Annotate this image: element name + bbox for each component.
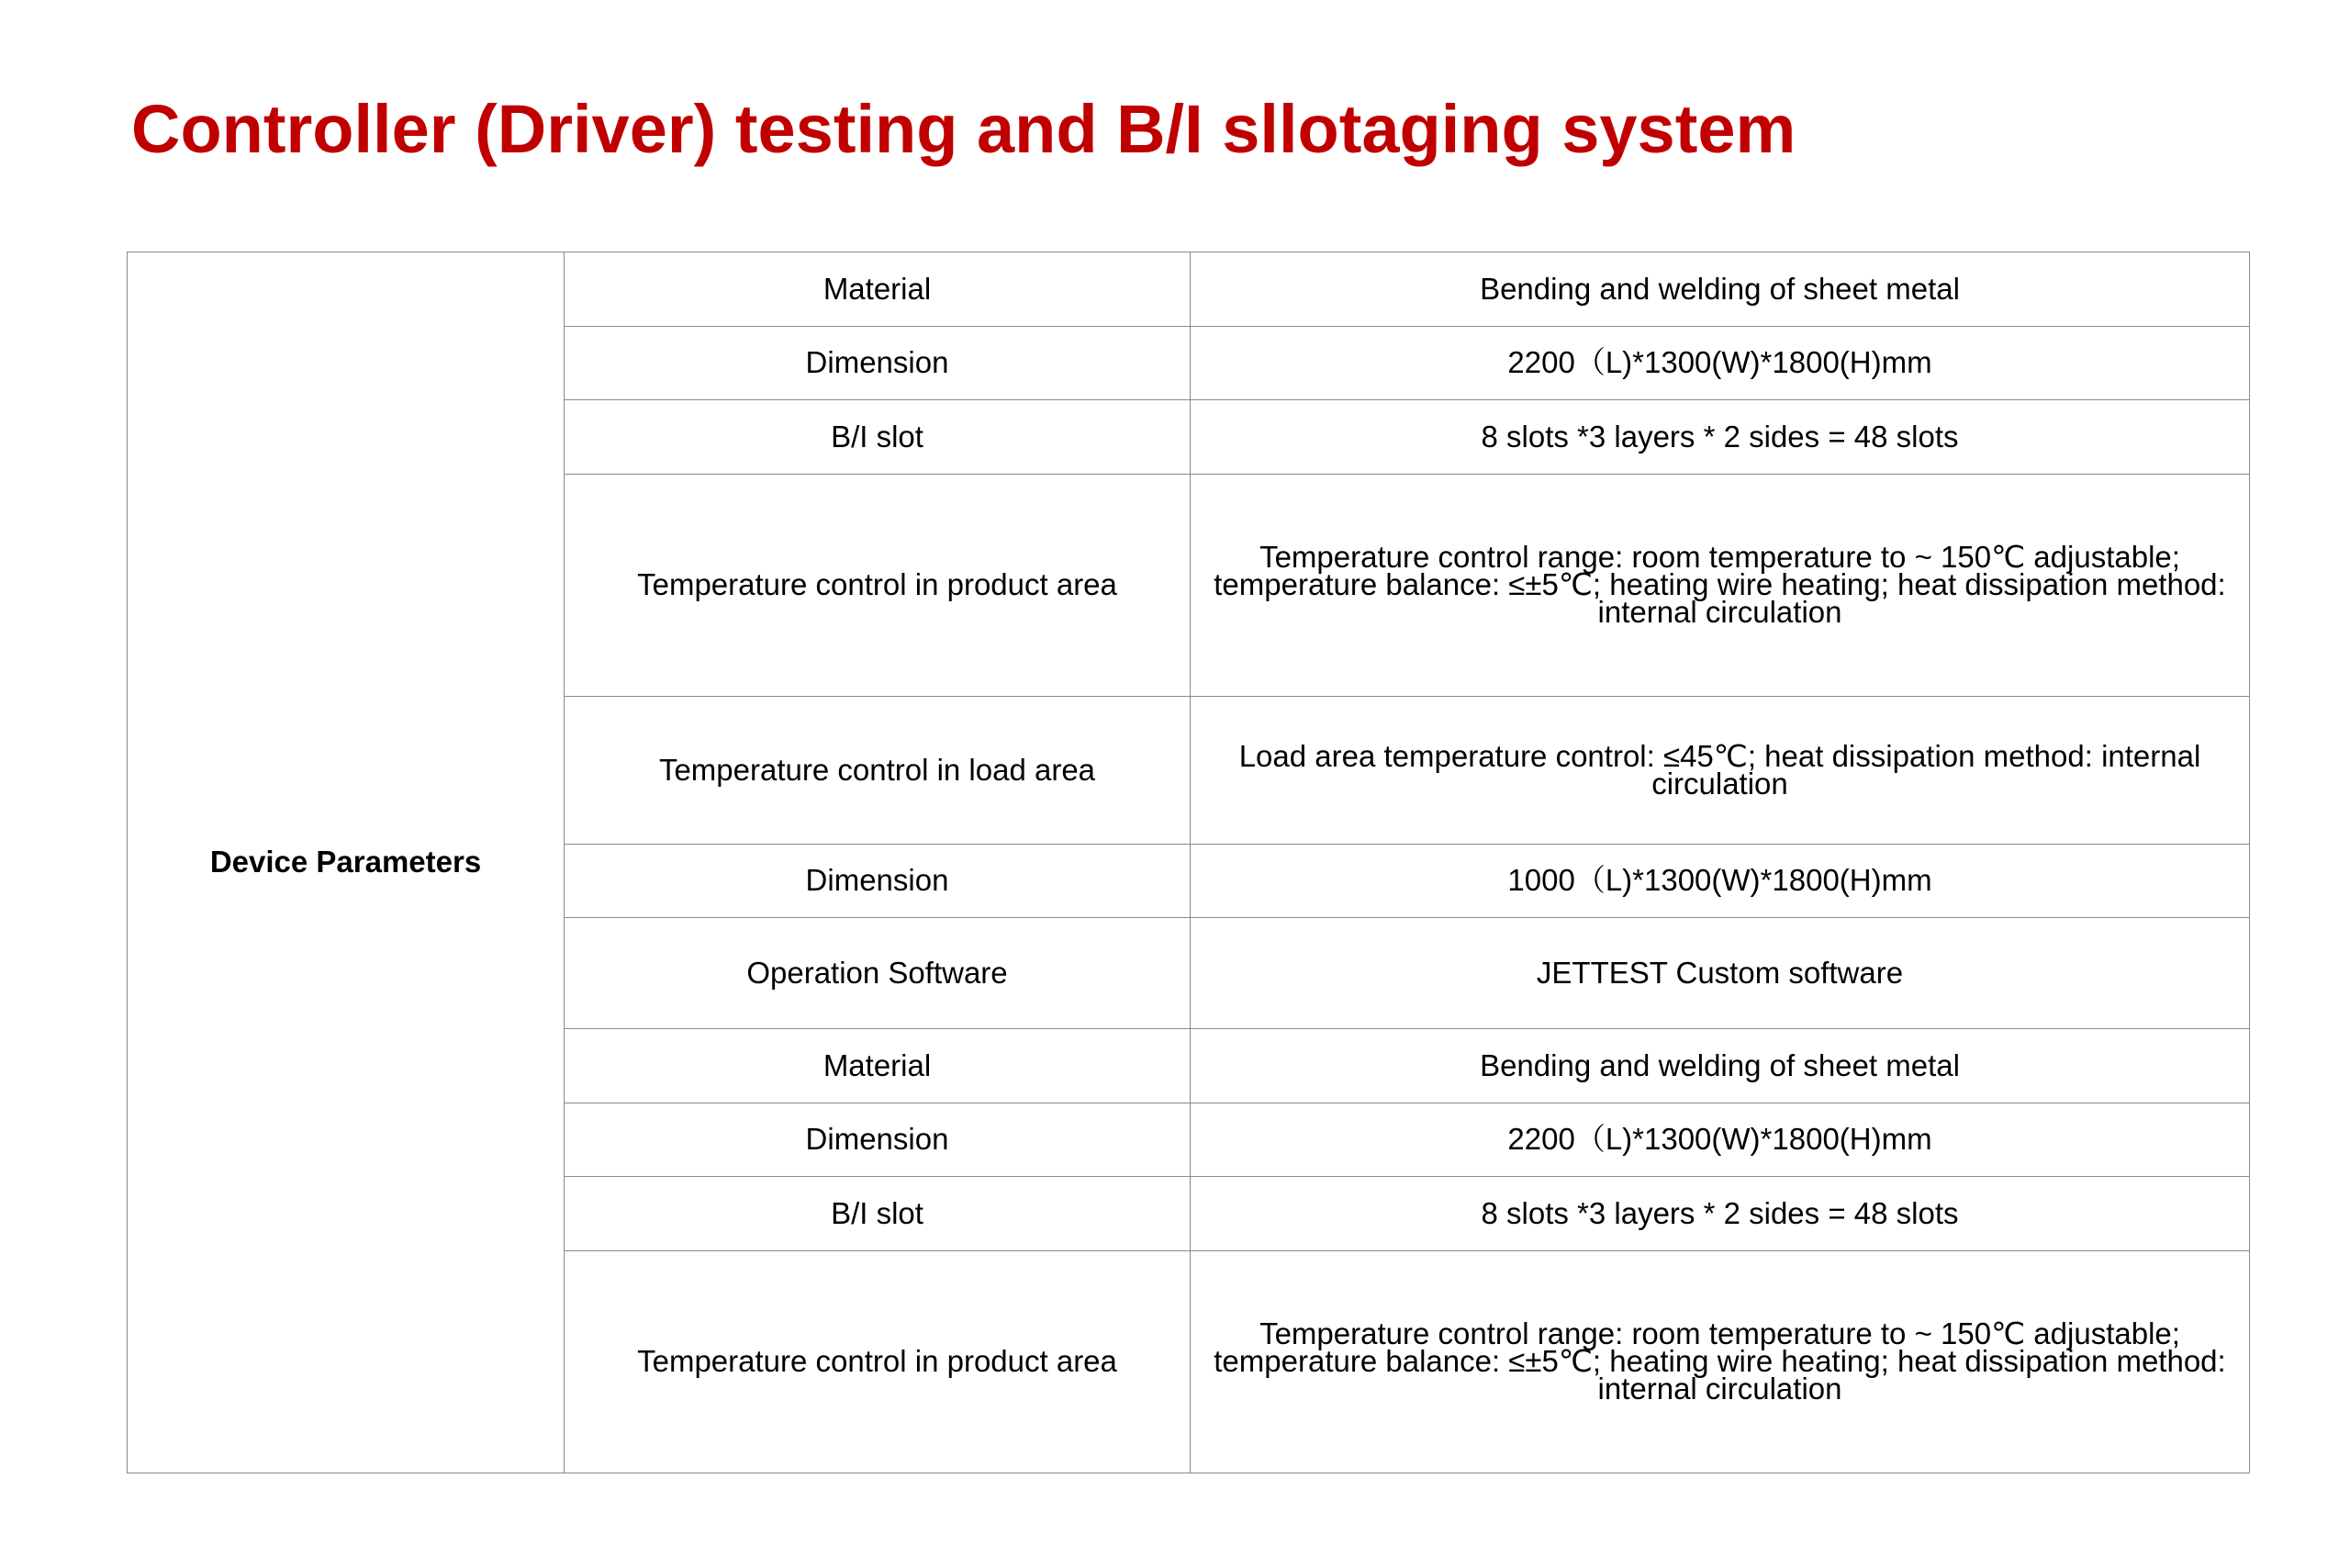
param-cell: Operation Software xyxy=(565,918,1191,1029)
value-cell: Load area temperature control: ≤45℃; heat dissipation method: internal circulation xyxy=(1191,696,2250,844)
value-cell: JETTEST Custom software xyxy=(1191,918,2250,1029)
table-row xyxy=(128,252,2250,327)
value-cell: 8 slots *3 layers * 2 sides = 48 slots xyxy=(1191,400,2250,475)
param-cell: Temperature control in product area xyxy=(565,474,1191,696)
device-parameters-table xyxy=(127,252,2250,1473)
value-cell: Bending and welding of sheet metal xyxy=(1191,1029,2250,1103)
param-cell: Dimension xyxy=(565,844,1191,918)
param-cell: Temperature control in product area xyxy=(565,1250,1191,1473)
value-cell: Bending and welding of sheet metal xyxy=(1191,252,2250,327)
param-cell: Material xyxy=(565,252,1191,327)
param-cell: Temperature control in load area xyxy=(565,696,1191,844)
param-cell: Material xyxy=(565,1029,1191,1103)
section-label: Device Parameters xyxy=(128,252,565,1473)
value-cell: Temperature control range: room temperature to ~ 150℃ adjustable; temperature balance: ≤±5℃; heating wire heating; heat dissipation method: internal circulation xyxy=(1191,1250,2250,1473)
value-cell: Temperature control range: room temperature to ~ 150℃ adjustable; temperature balance: ≤±5℃; heating wire heating; heat dissipation method: internal circulation xyxy=(1191,474,2250,696)
param-cell: Dimension xyxy=(565,326,1191,400)
value-cell: 2200（L)*1300(W)*1800(H)mm xyxy=(1191,1103,2250,1177)
value-cell: 1000（L)*1300(W)*1800(H)mm xyxy=(1191,844,2250,918)
param-cell: Dimension xyxy=(565,1103,1191,1177)
value-cell: 2200（L)*1300(W)*1800(H)mm xyxy=(1191,326,2250,400)
param-cell: B/I slot xyxy=(565,400,1191,475)
param-cell: B/I slot xyxy=(565,1177,1191,1251)
page-title: Controller (Driver) testing and B/I sllotaging system xyxy=(131,91,1796,167)
value-cell: 8 slots *3 layers * 2 sides = 48 slots xyxy=(1191,1177,2250,1251)
